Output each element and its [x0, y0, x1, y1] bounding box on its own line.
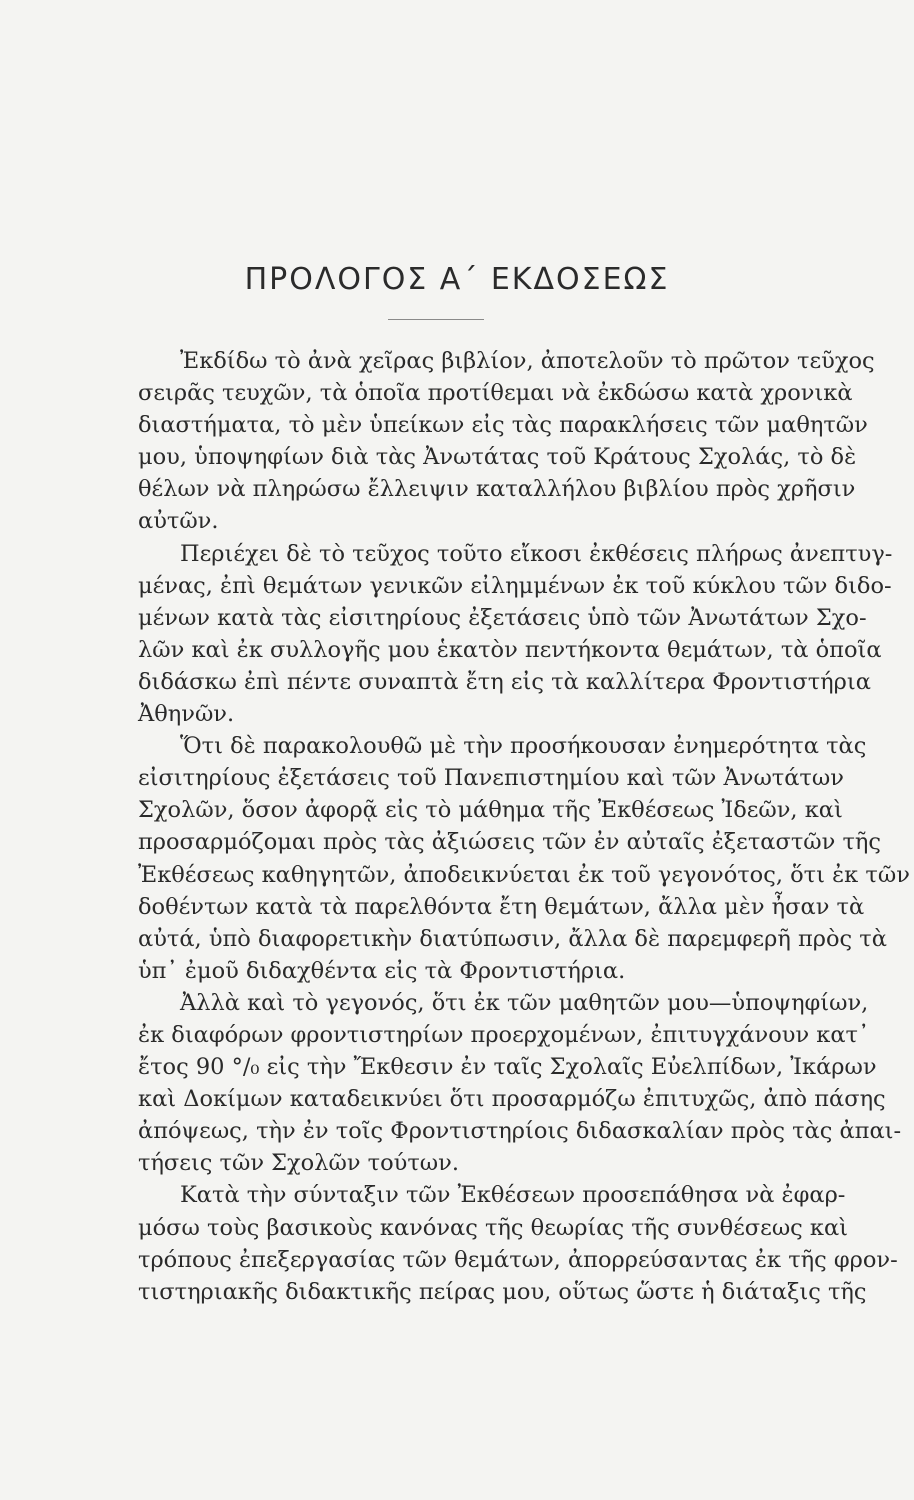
text-line: Κατὰ τὴν σύνταξιν τῶν Ἐκθέσεων προσεπάθησα νὰ ἐφαρ-: [180, 1182, 846, 1209]
text-line: ἐκ διαφόρων φροντιστηρίων προερχομένων, ἐπιτυγχάνουν κατ᾽: [138, 1021, 870, 1048]
text-line: τήσεις τῶν Σχολῶν τούτων.: [138, 1150, 459, 1177]
text-line: μένων κατὰ τὰς εἰσιτηρίους ἐξετάσεις ὑπὸ τῶν Ἀνωτάτων Σχο-: [138, 604, 867, 631]
heading-divider: [388, 319, 484, 320]
text-line: διαστήματα, τὸ μὲν ὑπείκων εἰς τὰς παρακλήσεις τῶν μαθητῶν: [138, 412, 868, 439]
text-line: αὐτῶν.: [138, 508, 219, 535]
text-line: λῶν καὶ ἐκ συλλογῆς μου ἑκατὸν πεντήκοντα θεμάτων, τὰ ὁποῖα: [138, 636, 882, 663]
text-line: Περιέχει δὲ τὸ τεῦχος τοῦτο εἴκοσι ἐκθέσεις πλήρως ἀνεπτυγ-: [180, 540, 893, 567]
text-line: μόσω τοὺς βασικοὺς κανόνας τῆς θεωρίας τῆς συνθέσεως καὶ: [138, 1214, 849, 1241]
text-line: εἰσιτηρίους ἐξετάσεις τοῦ Πανεπιστημίου καὶ τῶν Ἀνωτάτων: [138, 765, 844, 792]
text-line: Ἐκθέσεως καθηγητῶν, ἀποδεικνύεται ἐκ τοῦ γεγονότος, ὅτι ἐκ τῶν: [138, 861, 910, 888]
text-line: ἔτος 90 °/₀ εἰς τὴν Ἔκθεσιν ἐν ταῖς Σχολαῖς Εὐελπίδων, Ἰκάρων: [138, 1054, 877, 1081]
text-line: αὐτά, ὑπὸ διαφορετικὴν διατύπωσιν, ἄλλα δὲ παρεμφερῆ πρὸς τὰ: [138, 925, 887, 952]
text-line: τιστηριακῆς διδακτικῆς πείρας μου, οὕτως ὥστε ἡ διάταξις τῆς: [138, 1278, 867, 1305]
text-line: δοθέντων κατὰ τὰ παρελθόντα ἔτη θεμάτων, ἄλλα μὲν ἦσαν τὰ: [138, 893, 865, 920]
text-line: ἀπόψεως, τὴν ἐν τοῖς Φροντιστηρίοις διδασκαλίαν πρὸς τὰς ἀπαι-: [138, 1118, 902, 1145]
text-line: μένας, ἐπὶ θεμάτων γενικῶν εἰλημμένων ἐκ τοῦ κύκλου τῶν διδο-: [138, 572, 892, 599]
text-line: μου, ὑποψηφίων διὰ τὰς Ἀνωτάτας τοῦ Κράτους Σχολάς, τὸ δὲ: [138, 444, 857, 471]
text-line: προσαρμόζομαι πρὸς τὰς ἀξιώσεις τῶν ἐν αὐταῖς ἐξεταστῶν τῆς: [138, 829, 881, 856]
text-line: διδάσκω ἐπὶ πέντε συναπτὰ ἔτη εἰς τὰ καλλίτερα Φροντιστήρια: [138, 668, 871, 695]
body-text: [138, 345, 910, 1308]
text-line: Ἐκδίδω τὸ ἀνὰ χεῖρας βιβλίον, ἀποτελοῦν τὸ πρῶτον τεῦχος: [180, 348, 875, 374]
text-line: Ὅτι δὲ παρακολουθῶ μὲ τὴν προσήκουσαν ἐνημερότητα τὰς: [180, 733, 867, 760]
text-line: τρόπους ἐπεξεργασίας τῶν θεμάτων, ἀπορρεύσαντας ἐκ τῆς φρον-: [138, 1246, 898, 1273]
text-line: καὶ Δοκίμων καταδεικνύει ὅτι προσαρμόζω ἐπιτυχῶς, ἀπὸ πάσης: [138, 1086, 886, 1113]
text-line: ὑπ᾽ ἐμοῦ διδαχθέντα εἰς τὰ Φροντιστήρια.: [138, 957, 626, 984]
text-line: θέλων νὰ πληρώσω ἔλλειψιν καταλλήλου βιβλίου πρὸς χρῆσιν: [138, 476, 856, 503]
text-line: σειρᾶς τευχῶν, τὰ ὁποῖα προτίθεμαι νὰ ἐκδώσω κατὰ χρονικὰ: [138, 380, 853, 407]
text-line: Ἀθηνῶν.: [138, 701, 235, 728]
page-heading: ΠΡΟΛΟΓΟΣ Α΄ ΕΚΔΟΣΕΩΣ: [244, 262, 670, 297]
text-line: Σχολῶν, ὅσον ἀφορᾷ εἰς τὸ μάθημα τῆς Ἐκθέσεως Ἰδεῶν, καὶ: [138, 797, 843, 824]
text-line: Ἀλλὰ καὶ τὸ γεγονός, ὅτι ἐκ τῶν μαθητῶν μου—ὑποψηφίων,: [180, 989, 869, 1016]
